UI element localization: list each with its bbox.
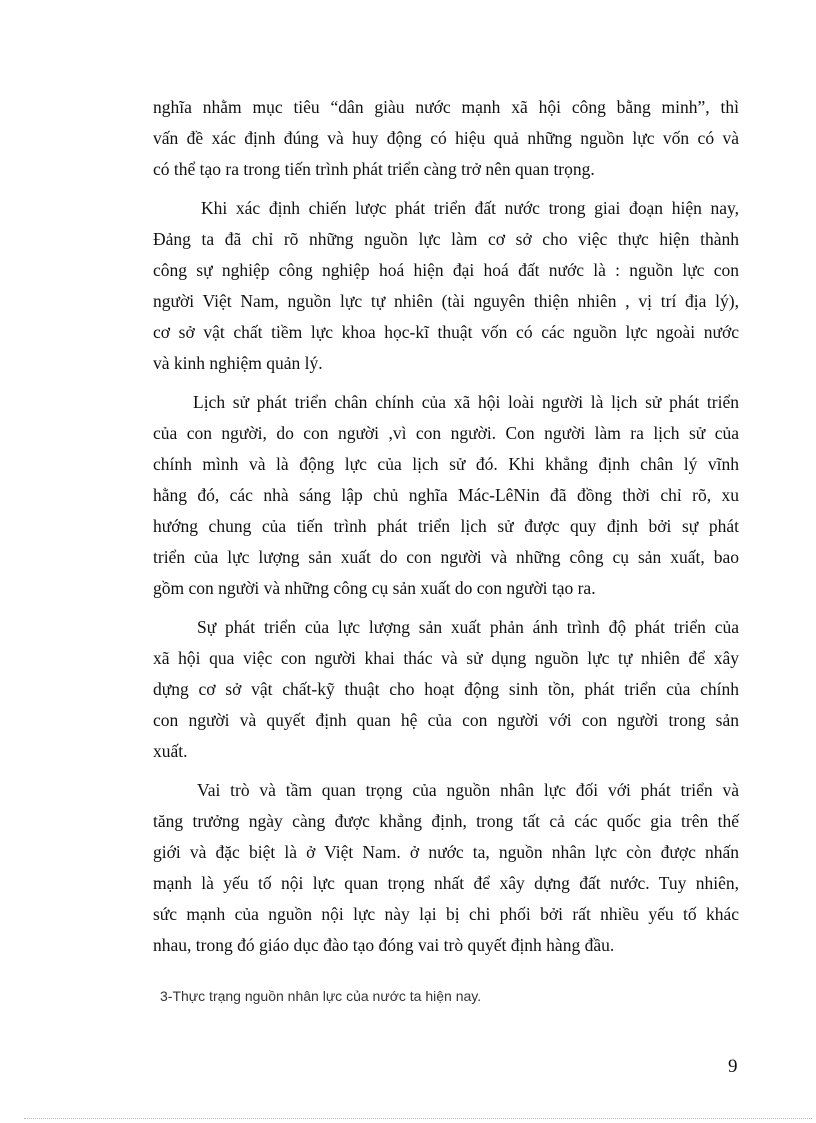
text-line: công sự nghiệp công nghiệp hoá hiện đại hoá đất nước là : nguồn lực con (153, 260, 739, 280)
text-line: nhau, trong đó giáo dục đào tạo đóng vai trò quyết định hàng đầu. (153, 935, 615, 955)
page-bottom-border (24, 1118, 812, 1119)
text-line: Sự phát triển của lực lượng sản xuất phản ánh trình độ phát triển của (197, 617, 739, 637)
paragraph-gap (153, 767, 739, 775)
text-line: sức mạnh của nguồn nội lực này lại bị chi phối bởi rất nhiều yếu tố khác (153, 904, 739, 924)
text-line: chính mình và là động lực của lịch sử đó. Khi khẳng định chân lý vĩnh (153, 454, 739, 474)
text-line: cơ sở vật chất tiềm lực khoa học-kĩ thuật vốn có các nguồn lực ngoài nước (153, 322, 739, 342)
text-line: giới và đặc biệt là ở Việt Nam. ở nước ta, nguồn nhân lực còn được nhấn (153, 842, 739, 862)
text-line: Khi xác định chiến lược phát triển đất nước trong giai đoạn hiện nay, (201, 198, 739, 218)
text-line: vấn đề xác định đúng và huy động có hiệu quả những nguồn lực vốn có và (153, 128, 739, 148)
paragraph (153, 193, 739, 379)
page-number: 9 (728, 1056, 738, 1077)
paragraph (153, 612, 739, 767)
paragraph (153, 92, 739, 185)
text-line: xuất. (153, 741, 188, 761)
text-line: Vai trò và tầm quan trọng của nguồn nhân lực đối với phát triển và (197, 780, 739, 800)
text-line: tăng trưởng ngày càng được khẳng định, trong tất cả các quốc gia trên thế (153, 811, 739, 831)
text-line: của con người, do con người ,vì con người. Con người làm ra lịch sử của (153, 423, 739, 443)
text-line: con người và quyết định quan hệ của con người với con người trong sản (153, 710, 739, 730)
paragraph (153, 775, 739, 961)
text-line: người Việt Nam, nguồn lực tự nhiên (tài nguyên thiện nhiên , vị trí địa lý), (153, 291, 739, 311)
paragraph-gap (153, 604, 739, 612)
text-line: dựng cơ sở vật chất-kỹ thuật cho hoạt động sinh tồn, phát triển của chính (153, 679, 739, 699)
text-line: mạnh là yếu tố nội lực quan trọng nhất để xây dựng đất nước. Tuy nhiên, (153, 873, 739, 893)
paragraph (153, 387, 739, 604)
body-text (153, 92, 739, 961)
text-line: xã hội qua việc con người khai thác và sử dụng nguồn lực tự nhiên để xây (153, 648, 739, 668)
text-line: Lịch sử phát triển chân chính của xã hội loài người là lịch sử phát triển (193, 392, 739, 412)
text-line: nghĩa nhằm mục tiêu “dân giàu nước mạnh xã hội công bằng minh”, thì (153, 97, 739, 117)
paragraph-gap (153, 379, 739, 387)
text-line: hằng đó, các nhà sáng lập chủ nghĩa Mác-LêNin đã đồng thời chỉ rõ, xu (153, 485, 739, 505)
text-line: và kinh nghiệm quản lý. (153, 353, 323, 373)
paragraph-gap (153, 185, 739, 193)
text-line: gồm con người và những công cụ sản xuất do con người tạo ra. (153, 578, 596, 598)
text-line: triển của lực lượng sản xuất do con người và những công cụ sản xuất, bao (153, 547, 739, 567)
text-line: Đảng ta đã chỉ rõ những nguồn lực làm cơ sở cho việc thực hiện thành (153, 229, 739, 249)
section-heading: 3-Thực trạng nguồn nhân lực của nước ta hiện nay. (160, 988, 482, 1004)
text-line: có thể tạo ra trong tiến trình phát triển càng trở nên quan trọng. (153, 159, 595, 179)
text-line: hướng chung của tiến trình phát triển lịch sử được quy định bởi sự phát (153, 516, 739, 536)
